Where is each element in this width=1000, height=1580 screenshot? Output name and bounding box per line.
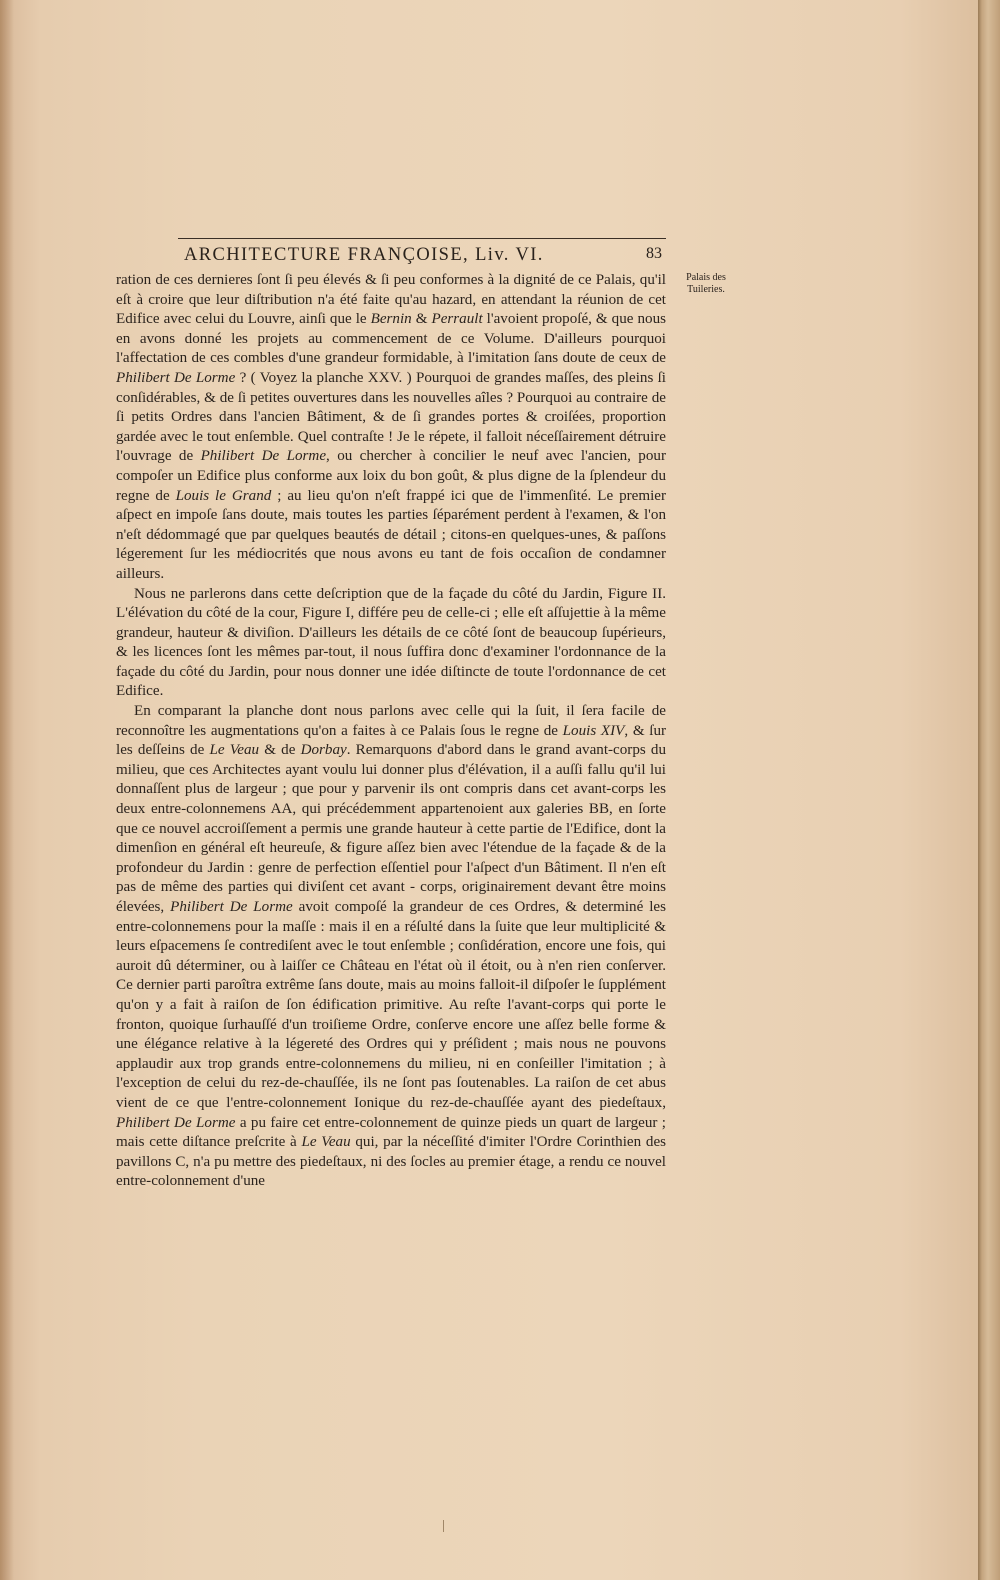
text-run: l'avoient propoſé, & que nous en avons donné les projets au commencement de ce Volume. D'ailleurs pourquoi l'affectation de ces combles d'une grandeur formidable, à l'imitation ſans doute de ceux de	[116, 311, 667, 367]
italic-run: Perrault	[431, 311, 483, 328]
italic-run: Philibert De Lorme	[116, 1114, 236, 1131]
italic-run: Philibert De Lorme	[116, 369, 236, 386]
text-run: qui, par la néceſſité d'imiter l'Ordre Corinthien des pavillons C, n'a pu mettre des piedeſtaux, ni des ſocles au premier étage, a rendu ce nouvel entre-colonnement d'une	[116, 1134, 667, 1190]
italic-run: Philibert De Lorme	[170, 899, 293, 915]
italic-run: Le Veau	[301, 1134, 351, 1151]
text-run: . Remarquons d'abord dans le grand avant-corps du milieu, que ces Architectes ayant voulu lui donner plus d'élévation, il a auſſi fallu qu'il lui donnaſſent plus de largeur ; que pour y parvenir ils ont compris dans cet avant-corps les deux entre-colonnemens AA, qui précédemment appartenoient aux galeries BB, en ſorte que ce nouvel accroiſſement a permis une grande hauteur à cette partie de l'Edifice, dont la dimenſion en général eſt heureuſe, & figure aſſez bien avec l'étendue de la façade & de la profondeur du Jardin : genre de perfection eſſentiel pour l'aſpect d'un Bâtiment. Il n'en eſt pas de même des parties qui diviſent cet avant - corps, originairement devant être moins élevées,	[116, 742, 667, 915]
paragraph-3	[116, 702, 666, 1192]
gutter-shadow	[0, 0, 14, 1580]
text-run: a pu faire cet entre-colonnement de quinze pieds un quart de largeur ; mais cette diſtance preſcrite à	[116, 1114, 666, 1151]
text-run: &	[411, 311, 432, 328]
page-edge	[978, 0, 1000, 1580]
text-run: En comparant la planche dont nous parlons avec celle qui la ſuit, il ſera facile de reconnoître les augmentations qu'on a faites à ce Palais ſous le regne de	[116, 703, 666, 739]
text-run: ? ( Voyez la planche XXV. ) Pourquoi de grandes maſſes, des pleins ſi conſidérables, & de ſi petites ouvertures dans les nouvelles aîles ? Pourquoi au contraire de ſi petits Ordres dans l'ancien Bâtiment, & de ſi grandes portes & croiſées, proportion gardée avec le tout enſemble. Quel contraſte ! Je le répete, il falloit néceſſairement détruire l'ouvrage de	[116, 369, 666, 465]
text-run: ration de ces dernieres ſont ſi peu élevés & ſi peu conformes à la dignité de ce Palais, qu'il eſt à croire que leur diſtribution n'a été faite qu'au hazard, en attendant la réunion de cet Edifice avec celui du Louvre, ainſi que le	[116, 272, 666, 328]
text-run: avoit compoſé la grandeur de ces Ordres, & determiné les entre-colonnemens pour la maſſe : mais il en a réſulté dans la ſuite que leur multiplicité & leurs eſpacemens ſe contrediſent avec le tout enſemble ; conſidération, encore une fois, qui auroit dû déterminer, ou à laiſſer ce Château en l'état où il étoit, ou à n'en rien conſerver. Ce dernier parti paroîtra extrême ſans doute, mais au moins falloit-il diſpoſer le ſupplément qu'on y a fait à raiſon de ſon édification primitive. Au reſte l'avant-corps qui porte le fronton, quoique ſurhauſſé d'un troiſieme Ordre, conſerve encore une aſſez belle forme & une élégance relative à la légereté des Ordres qui y préſident ; mais nous ne pouvons applaudir aux trop grands entre-colonnemens du milieu, ni en conſeiller l'imitation ; à l'exception de celui du rez-de-chauſſée, ils ne ſont pas ſoutenables. La raiſon de cet abus vient de ce que l'entre-colonnement Ionique du rez-de-chauſſée ayant des piedeſtaux,	[116, 899, 666, 1111]
italic-run: Bernin	[370, 311, 412, 328]
italic-run: Dorbay	[300, 742, 347, 759]
page-mark	[443, 1520, 444, 1532]
text-run: ; au lieu qu'on n'eſt frappé ici que de l'immenſité. Le premier aſpect en impoſe ſans doute, mais toutes les parties ſéparément perdent à l'examen, & l'on n'eſt dédommagé que par quelques beautés de détail ; citons-en quelques-unes, & paſſons légerement ſur les médiocrités que nous avons eu tant de fois occaſion de condamner ailleurs.	[116, 487, 666, 582]
italic-run: Louis le Grand	[175, 487, 272, 504]
page-number: 83	[646, 245, 662, 262]
marginal-note: Palais des Tuileries.	[686, 272, 726, 295]
paragraph-1	[116, 271, 666, 585]
italic-run: Louis XIV	[562, 722, 625, 739]
italic-run: Le Veau	[209, 742, 260, 759]
text-run: , & ſur les deſſeins de	[116, 722, 667, 759]
body-text	[116, 271, 666, 1192]
text-run: , ou chercher à concilier le neuf avec l'ancien, pour compoſer un Edifice plus conforme aux loix du bon goût, & plus digne de la ſplendeur du regne de	[116, 448, 666, 504]
paragraph-2	[116, 585, 666, 703]
text-run: Nous ne parlerons dans cette deſcription que de la façade du côté du Jardin, Figure II. L'élévation du côté de la cour, Figure I, différe peu de celle-ci ; elle eſt aſſujettie à la même grandeur, hauteur & diviſion. D'ailleurs les détails de ce côté ſont de beaucoup ſupérieurs, & les licences ſont les mêmes par-tout, il nous ſuffira donc d'examiner l'ordonnance de la façade du côté du Jardin, pour nous donner une idée diſtincte de toute l'ordonnance de cet Edifice.	[116, 585, 666, 700]
italic-run: Philibert De Lorme	[200, 448, 327, 465]
text-run: & de	[259, 742, 301, 759]
page-header	[178, 238, 666, 273]
running-head: ARCHITECTURE FRANÇOISE, Liv. VI.	[184, 245, 544, 265]
